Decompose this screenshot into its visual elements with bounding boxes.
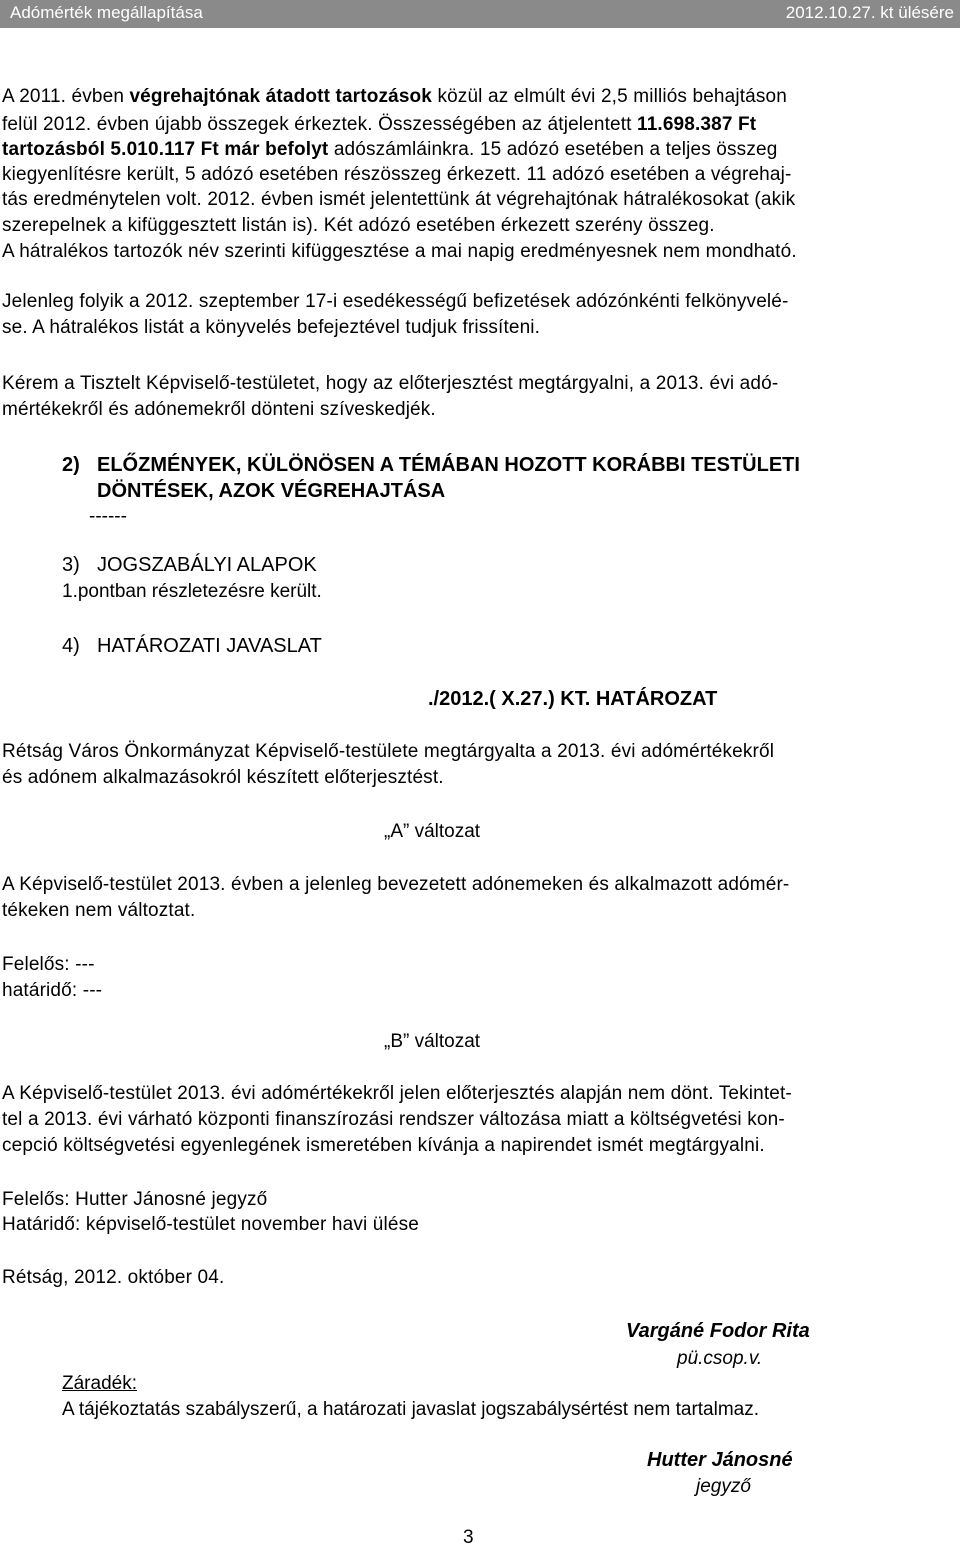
text-line: tel a 2013. évi várható központi finanszírozási rendszer változása miatt a költségvetési kon-: [2, 1109, 785, 1130]
place-and-date: Rétság, 2012. október 04.: [2, 1267, 225, 1288]
variant-b-title: „B” változat: [384, 1031, 481, 1052]
text-line: A Képviselő-testület 2013. évi adómértékekről jelen előterjesztés alapján nem dönt. Tekintet-: [2, 1083, 792, 1104]
section-2-title-line1: ELŐZMÉNYEK, KÜLÖNÖSEN A TÉMÁBAN HOZOTT KORÁBBI TESTÜLETI: [97, 454, 800, 476]
signature-role: pü.csop.v.: [677, 1348, 763, 1369]
text-line: tékeken nem változtat.: [2, 900, 196, 921]
text-line: Kérem a Tisztelt Képviselő-testületet, hogy az előterjesztést megtárgyalni, a 2013. évi adó-: [2, 373, 779, 394]
text-line: se. A hátralékos listát a könyvelés befejeztével tudjuk frissíteni.: [2, 317, 541, 338]
section-4-title: HATÁROZATI JAVASLAT: [97, 635, 322, 657]
signature-name: Vargáné Fodor Rita: [626, 1320, 810, 1342]
variant-b-responsible: Felelős: Hutter Jánosné jegyző: [2, 1189, 268, 1210]
section-3-body: 1.pontban részletezésre került.: [62, 581, 322, 602]
text-line: és adónem alkalmazásokról készített előterjesztést.: [2, 767, 444, 788]
section-3-number: 3): [62, 554, 80, 576]
text-line: tartozásból 5.010.117 Ft már befolyt adószámláinkra. 15 adózó esetében a teljes összeg: [2, 139, 778, 160]
page-number: 3: [463, 1527, 474, 1548]
page-header: [0, 0, 960, 28]
text-line: tás eredménytelen volt. 2012. évben ismét jelentettünk át végrehajtónak hátralékosokat (akik: [2, 189, 796, 210]
clause-label: Záradék:: [62, 1373, 137, 1394]
variant-a-deadline: határidő: ---: [2, 980, 103, 1001]
header-meeting-date: 2012.10.27. kt ülésére: [785, 3, 954, 22]
variant-a-responsible: Felelős: ---: [2, 954, 95, 975]
section-2-body: ------: [89, 506, 127, 527]
resolution-number: ./2012.( X.27.) KT. HATÁROZAT: [428, 688, 718, 710]
variant-a-title: „A” változat: [384, 821, 481, 842]
section-2-number: 2): [62, 454, 80, 476]
variant-b-deadline: Határidő: képviselő-testület november havi ülése: [2, 1214, 419, 1235]
text-line: A hátralékos tartozók név szerinti kifüggesztése a mai napig eredményesnek nem mondható.: [2, 241, 797, 262]
text-line: mértékekről és adónemekről dönteni szíveskedjék.: [2, 399, 436, 420]
text-line: cepció költségvetési egyenlegének ismeretében kívánja a napirendet ismét megtárgyalni.: [2, 1135, 765, 1156]
text-line: Rétság Város Önkormányzat Képviselő-testülete megtárgyalta a 2013. évi adómértékekről: [2, 741, 775, 762]
section-2-title-line2: DÖNTÉSEK, AZOK VÉGREHAJTÁSA: [97, 480, 446, 502]
text-line: A Képviselő-testület 2013. évben a jelenleg bevezetett adónemeken és alkalmazott adómér-: [2, 874, 790, 895]
signature-role: jegyző: [696, 1476, 751, 1497]
section-3-title: JOGSZABÁLYI ALAPOK: [97, 554, 317, 576]
section-4-number: 4): [62, 635, 80, 657]
clause-text: A tájékoztatás szabályszerű, a határozati javaslat jogszabálysértést nem tartalmaz.: [62, 1399, 760, 1420]
text-line: A 2011. évben végrehajtónak átadott tartozások közül az elmúlt évi 2,5 milliós behajtáson: [2, 86, 787, 107]
text-line: Jelenleg folyik a 2012. szeptember 17-i esedékességű befizetések adózónkénti felkönyvelé-: [2, 291, 789, 312]
text-line: felül 2012. évben újabb összegek érkeztek. Összességében az átjelentett 11.698.387 Ft: [2, 114, 757, 135]
text-line: szerepelnek a kifüggesztett listán is). Két adózó esetében érkezett szerény összeg.: [2, 215, 715, 236]
signature-name: Hutter Jánosné: [647, 1449, 793, 1471]
header-title: Adómérték megállapítása: [10, 3, 203, 22]
text-line: kiegyenlítésre került, 5 adózó esetében részösszeg érkezett. 11 adózó esetében a végrehaj-: [2, 164, 792, 185]
